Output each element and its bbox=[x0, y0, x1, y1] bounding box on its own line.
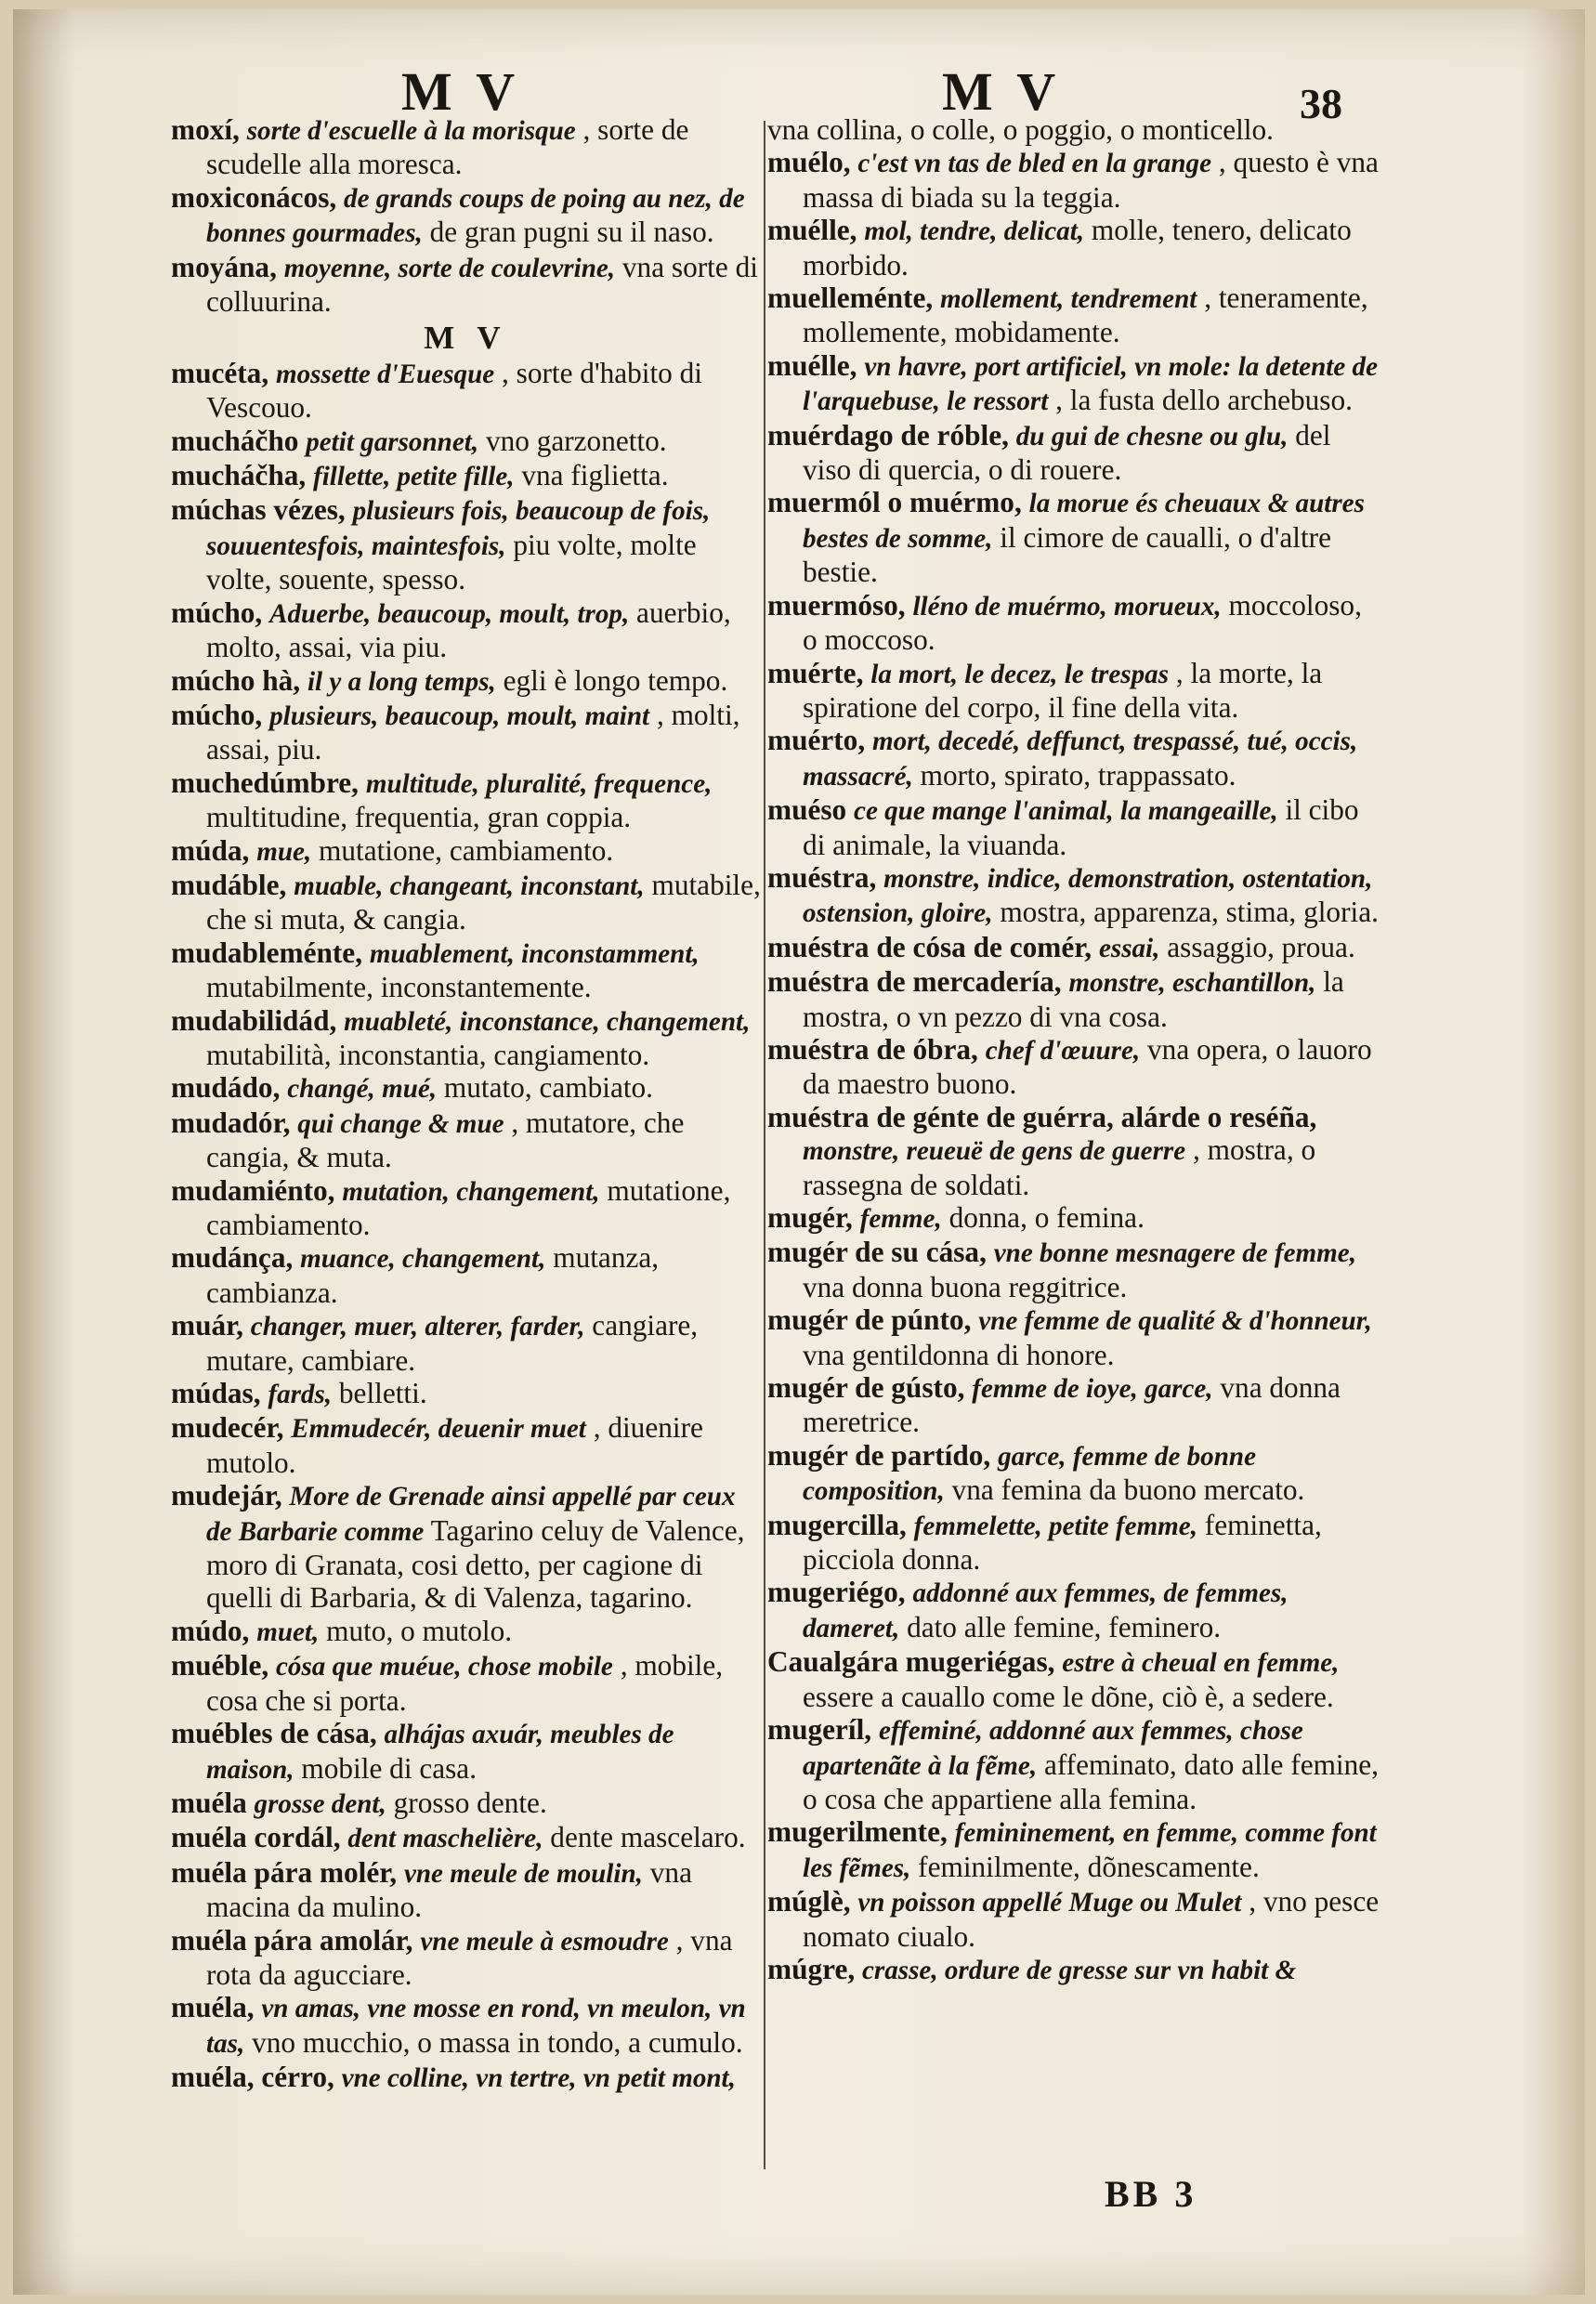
entry-headword: muéla cordál, bbox=[171, 1821, 341, 1854]
entry-italian: , vno pesce nomato ciualo. bbox=[803, 1885, 1380, 1953]
entry-italian: muto, o mutolo. bbox=[326, 1614, 513, 1647]
entry-italian: morto, spirato, trappassato. bbox=[920, 758, 1236, 792]
dictionary-entry bbox=[171, 1004, 761, 1072]
dictionary-entry bbox=[171, 1821, 761, 1855]
entry-french: vn poisson appellé Muge ou Mulet bbox=[857, 1888, 1242, 1918]
dictionary-entry bbox=[171, 1309, 761, 1377]
entry-italian: , vna rota da agucciare. bbox=[206, 1923, 733, 1991]
entry-headword: mudádo, bbox=[171, 1071, 281, 1105]
entry-italian: vno garzonetto. bbox=[485, 424, 667, 457]
entry-italian: , teneramente, mollemente, mobidamente. bbox=[803, 281, 1368, 349]
entry-french: il y a long temps, bbox=[307, 666, 496, 697]
running-head-left: M V bbox=[401, 61, 521, 122]
entry-italian: donna, o femina. bbox=[948, 1201, 1145, 1234]
dictionary-entry bbox=[171, 1377, 761, 1411]
dictionary-entry bbox=[767, 793, 1382, 861]
entry-headword: muérto, bbox=[767, 724, 866, 757]
dictionary-entry bbox=[171, 664, 761, 699]
entry-italian: mutabile, che si muta, & cangia. bbox=[206, 868, 761, 936]
dictionary-entry bbox=[171, 493, 761, 596]
dictionary-entry bbox=[767, 657, 1382, 725]
entry-headword: moyána, bbox=[171, 250, 277, 283]
entry-french: monstre, reueuë de gens de guerre bbox=[803, 1136, 1186, 1167]
entry-headword: muéla, bbox=[171, 1991, 255, 2024]
entry-headword: mudadór, bbox=[171, 1106, 291, 1139]
entry-italian: belletti. bbox=[338, 1377, 427, 1410]
dictionary-entry bbox=[767, 1576, 1382, 1645]
entry-french: la mort, le decez, le trespas bbox=[870, 659, 1170, 689]
entry-headword: múgre, bbox=[767, 1952, 856, 1985]
entry-headword: mudejár, bbox=[171, 1479, 282, 1512]
entry-italian: il cibo di animale, la viuanda. bbox=[803, 793, 1359, 861]
entry-headword: mudamiénto, bbox=[171, 1173, 335, 1207]
entry-headword: mugér de su cása, bbox=[767, 1236, 987, 1269]
entry-headword: múcho, bbox=[171, 596, 263, 629]
entry-french: muablement, inconstamment, bbox=[369, 938, 700, 969]
entry-italian: mostra, apparenza, stima, gloria. bbox=[1000, 896, 1379, 929]
entry-headword: muéla pára amolár, bbox=[171, 1923, 413, 1957]
page-number: 38 bbox=[1300, 80, 1342, 127]
entry-french: vne meule de moulin, bbox=[403, 1858, 643, 1889]
dictionary-entry bbox=[171, 869, 761, 936]
entry-italian: , questo è vna massa di biada su la teggia. bbox=[803, 146, 1379, 214]
entry-italian: Tagarino celuy de Valence, moro di Granata, cosi detto, per cagione di quelli di Barbaria, & di Valenza, tagarino. bbox=[206, 1513, 745, 1615]
entry-headword: muéstra de óbra, bbox=[767, 1032, 978, 1066]
entry-headword: muéble, bbox=[171, 1649, 269, 1682]
entry-french: chef d'œuure, bbox=[985, 1035, 1141, 1066]
entry-headword: muélo, bbox=[767, 146, 851, 179]
entry-italian: feminilmente, dõnescamente. bbox=[918, 1850, 1260, 1883]
signature-mark: BB 3 bbox=[1105, 2173, 1197, 2215]
entry-italian: piu volte, molte volte, souente, spesso. bbox=[206, 528, 697, 596]
entry-headword: muéla, cérro, bbox=[171, 2061, 334, 2094]
entry-headword: muéla bbox=[171, 1786, 247, 1819]
entry-headword: muélle, bbox=[767, 348, 857, 382]
entry-headword: muchedúmbre, bbox=[171, 766, 359, 799]
entry-headword: mucéta, bbox=[171, 356, 269, 389]
dictionary-entry bbox=[171, 251, 761, 319]
entry-italian: mutabilmente, inconstantemente. bbox=[206, 971, 592, 1004]
dictionary-entry bbox=[767, 486, 1382, 588]
entry-headword: múdas, bbox=[171, 1377, 261, 1410]
dictionary-entry bbox=[171, 699, 761, 766]
entry-italian: moccoloso, o moccoso. bbox=[803, 588, 1362, 657]
entry-headword: muár, bbox=[171, 1309, 243, 1342]
entry-italian: vna donna meretrice. bbox=[803, 1371, 1341, 1439]
dictionary-entry bbox=[171, 357, 761, 425]
dictionary-entry bbox=[171, 1106, 761, 1174]
entry-italian: mutato, cambiato. bbox=[443, 1071, 654, 1105]
entry-italian: mutatione, cambiamento. bbox=[206, 1173, 731, 1241]
dictionary-entry bbox=[171, 1615, 761, 1649]
entry-headword: moxí, bbox=[171, 113, 240, 146]
entry-french: changer, muer, alterer, farder, bbox=[250, 1312, 585, 1342]
entry-headword: mugercilla, bbox=[767, 1508, 907, 1541]
entry-french: mol, tendre, delicat, bbox=[864, 216, 1085, 247]
entry-italian: vna donna buona reggitrice. bbox=[803, 1270, 1128, 1303]
dictionary-entry bbox=[171, 834, 761, 869]
entry-headword: muérdago de róble, bbox=[767, 418, 1009, 452]
entry-french: de grands coups de poing au nez, de bonnes gourmades, bbox=[206, 183, 745, 249]
dictionary-entry bbox=[767, 1439, 1382, 1509]
entry-italian: vna femina da buono mercato. bbox=[951, 1473, 1305, 1507]
dictionary-entry bbox=[171, 1071, 761, 1106]
dictionary-entry bbox=[767, 1815, 1382, 1885]
dictionary-entry bbox=[171, 113, 761, 181]
dictionary-entry bbox=[767, 965, 1382, 1033]
entry-italian: assaggio, proua. bbox=[1167, 930, 1355, 963]
dictionary-entry bbox=[767, 861, 1382, 931]
entry-italian: mobile di casa. bbox=[301, 1751, 477, 1785]
entry-french: ce que mange l'animal, la mangeaille, bbox=[854, 796, 1278, 827]
entry-italian: cangiare, mutare, cambiare. bbox=[206, 1309, 699, 1377]
entry-french: plusieurs, beaucoup, moult, maint bbox=[269, 700, 650, 731]
entry-french: la morue és cheuaux & autres bestes de somme, bbox=[803, 489, 1365, 554]
entry-italian: vna sorte di colluurina. bbox=[206, 250, 758, 319]
dictionary-entry bbox=[767, 349, 1382, 419]
entry-headword: múcho, bbox=[171, 698, 263, 731]
entry-headword: muéstra, bbox=[767, 860, 877, 894]
dictionary-entry bbox=[171, 1717, 761, 1787]
entry-italian: la mostra, o vn pezzo di vna cosa. bbox=[803, 965, 1344, 1033]
entry-headword: múda, bbox=[171, 833, 250, 867]
entry-headword: muelleménte, bbox=[767, 281, 934, 315]
entry-headword: muélle, bbox=[767, 214, 857, 247]
entry-headword: mudabilidád, bbox=[171, 1003, 337, 1037]
entry-italian: il cimore de caualli, o d'altre bestie. bbox=[803, 520, 1331, 589]
dictionary-entry bbox=[767, 1953, 1382, 1987]
entry-headword: muébles de cása, bbox=[171, 1717, 377, 1750]
entry-french: c'est vn tas de bled en la grange bbox=[857, 149, 1211, 179]
entry-italian: , la morte, la spiratione del corpo, il fine della vita. bbox=[803, 656, 1323, 724]
dictionary-entry bbox=[171, 1479, 761, 1615]
entry-italian: grosso dente. bbox=[393, 1786, 547, 1819]
dictionary-entry bbox=[171, 425, 761, 459]
entry-headword: moxiconácos, bbox=[171, 180, 337, 214]
entry-italian: egli è longo tempo. bbox=[503, 663, 728, 697]
dictionary-entry bbox=[767, 281, 1382, 349]
dictionary-entry bbox=[767, 1033, 1382, 1101]
dictionary-entry bbox=[767, 931, 1382, 965]
entry-headword: mucháčha, bbox=[171, 459, 307, 492]
section-heading: M V bbox=[424, 320, 508, 357]
entry-french: monstre, indice, demonstration, ostentation, ostension, gloire, bbox=[803, 863, 1373, 929]
entry-headword: mugér de partído, bbox=[767, 1438, 991, 1472]
entry-headword: mudableménte, bbox=[171, 936, 363, 969]
entry-french: vne meule à esmoudre bbox=[420, 1926, 669, 1957]
entry-italian: mutanza, cambianza. bbox=[206, 1241, 660, 1309]
dictionary-entry bbox=[171, 1174, 761, 1242]
entry-headword: muermól o muérmo, bbox=[767, 486, 1022, 519]
entry-headword: mugerilmente, bbox=[767, 1815, 948, 1849]
entry-french: femme de ioye, garce, bbox=[972, 1374, 1213, 1405]
entry-italian: molle, tenero, delicato morbido. bbox=[803, 214, 1352, 281]
entry-headword: mudánça, bbox=[171, 1241, 294, 1275]
entry-french: plusieurs fois, beaucoup de fois, souuentesfois, maintesfois, bbox=[206, 496, 711, 561]
entry-french: cósa que muéue, chose mobile bbox=[276, 1652, 613, 1682]
entry-italian: multitudine, frequentia, gran coppia. bbox=[206, 801, 632, 834]
entry-french: alhájas axuár, meubles de maison, bbox=[206, 1720, 674, 1785]
dictionary-entry bbox=[767, 1236, 1382, 1303]
dictionary-entry bbox=[767, 1885, 1382, 1953]
entry-french: qui change & mue bbox=[297, 1108, 504, 1139]
entry-headword: mugeríl, bbox=[767, 1713, 872, 1747]
entry-french: muet, bbox=[256, 1617, 320, 1647]
dictionary-entry bbox=[171, 1991, 761, 2061]
entry-french: garce, femme de bonne composition, bbox=[803, 1441, 1257, 1507]
entry-french: du gui de chesne ou glu, bbox=[1015, 421, 1289, 452]
entry-french: femmelette, petite femme, bbox=[913, 1511, 1197, 1541]
dictionary-entry bbox=[171, 1787, 761, 1821]
dictionary-entry bbox=[171, 1856, 761, 1924]
dictionary-entry bbox=[767, 1201, 1382, 1236]
entry-french: addonné aux femmes, de femmes, dameret, bbox=[803, 1578, 1289, 1643]
entry-french: mutation, changement, bbox=[342, 1176, 600, 1207]
entry-french: mossette d'Euesque bbox=[275, 359, 495, 389]
entry-french: sorte d'escuelle à la morisque bbox=[246, 116, 576, 146]
entry-headword: Caualgára mugeriégas, bbox=[767, 1645, 1055, 1679]
dictionary-entry bbox=[171, 1411, 761, 1479]
dictionary-entry bbox=[767, 419, 1382, 487]
entry-french: estre à cheual en femme, bbox=[1062, 1648, 1340, 1679]
dictionary-entry bbox=[171, 1649, 761, 1717]
entry-french: Aduerbe, beaucoup, moult, trop, bbox=[269, 598, 630, 629]
dictionary-entry bbox=[767, 1371, 1382, 1439]
entry-french: moyenne, sorte de coulevrine, bbox=[283, 253, 616, 283]
dictionary-entry bbox=[767, 1645, 1382, 1713]
entry-italian: , molti, assai, piu. bbox=[206, 698, 740, 766]
entry-italian: mutatione, cambiamento. bbox=[319, 833, 614, 867]
entry-italian: affeminato, dato alle femine, o cosa che appartiene alla femina. bbox=[803, 1748, 1379, 1815]
entry-french: fards, bbox=[268, 1380, 333, 1410]
entry-french: muable, changeant, inconstant, bbox=[294, 871, 645, 901]
entry-french: lléno de muérmo, morueux, bbox=[912, 591, 1222, 622]
entry-french: changé, mué, bbox=[287, 1074, 438, 1105]
entry-italian: vna gentildonna di honore. bbox=[803, 1338, 1115, 1371]
entry-french: muance, changement, bbox=[300, 1244, 546, 1275]
entry-french: multitude, pluralité, frequence, bbox=[365, 768, 713, 799]
left-column bbox=[171, 113, 761, 2096]
entry-french: vn havre, port artificiel, vn mole: la detente de l'arquebuse, le ressort bbox=[803, 351, 1378, 417]
entry-headword: muéso bbox=[767, 793, 847, 827]
entry-italian: dato alle femine, feminero. bbox=[907, 1610, 1222, 1643]
entry-headword: muéla pára molér, bbox=[171, 1855, 398, 1889]
entry-italian: , mutatore, che cangia, & muta. bbox=[206, 1106, 685, 1174]
right-column bbox=[767, 113, 1382, 1987]
entry-italian: del viso di quercia, o di rouere. bbox=[803, 418, 1331, 487]
entry-headword: mudáble, bbox=[171, 868, 287, 901]
entry-headword: muéstra de génte de guérra, alárde o reséña, bbox=[767, 1100, 1317, 1133]
dictionary-entry bbox=[171, 2061, 761, 2095]
dictionary-entry bbox=[171, 936, 761, 1004]
entry-italian: , la fusta dello archebuso. bbox=[1055, 384, 1353, 417]
entry-french: essai, bbox=[1098, 933, 1160, 963]
entry-french: femininement, en femme, comme font les fẽmes, bbox=[803, 1818, 1377, 1883]
dictionary-entry bbox=[171, 1241, 761, 1309]
entry-headword: mugér de gústo, bbox=[767, 1371, 965, 1405]
entry-italian: , diuenire mutolo. bbox=[206, 1411, 703, 1479]
dictionary-entry bbox=[767, 724, 1382, 793]
entry-french: femme, bbox=[859, 1204, 942, 1234]
entry-italian: , mobile, cosa che si porta. bbox=[206, 1649, 724, 1717]
dictionary-entry bbox=[767, 589, 1382, 657]
entry-french: crasse, ordure de gresse sur vn habit & bbox=[862, 1955, 1297, 1985]
entry-headword: mugér, bbox=[767, 1201, 853, 1234]
dictionary-entry bbox=[767, 113, 1382, 146]
entry-headword: mugeriégo, bbox=[767, 1576, 906, 1609]
entry-italian: vno mucchio, o massa in tondo, a cumulo. bbox=[252, 2025, 743, 2059]
entry-french: vne bonne mesnagere de femme, bbox=[993, 1238, 1356, 1269]
entry-italian: de gran pugni su il naso. bbox=[429, 216, 714, 249]
entry-italian: essere a cauallo come le dõne, ciò è, a sedere. bbox=[803, 1680, 1334, 1713]
entry-headword: múcho hà, bbox=[171, 663, 301, 697]
entry-french: dent maschelière, bbox=[347, 1824, 543, 1854]
dictionary-entry bbox=[171, 766, 761, 834]
entry-italian: vna macina da mulino. bbox=[206, 1855, 692, 1924]
column-divider bbox=[764, 121, 765, 2169]
entry-headword: muéstra de cósa de comér, bbox=[767, 930, 1092, 963]
entry-french: Emmudecér, deuenir muet bbox=[291, 1414, 586, 1445]
entry-french: effeminé, addonné aux femmes, chose apartenãte à la fẽme, bbox=[803, 1716, 1303, 1781]
dictionary-entry bbox=[767, 1509, 1382, 1577]
entry-french: More de Grenade ainsi appellé par ceux de Barbarie comme bbox=[206, 1482, 736, 1547]
dictionary-entry bbox=[767, 1713, 1382, 1815]
dictionary-entry bbox=[171, 1924, 761, 1992]
entry-headword: mudecér, bbox=[171, 1411, 284, 1445]
entry-headword: múglè, bbox=[767, 1885, 851, 1918]
entry-italian: vna collina, o colle, o poggio, o monticello. bbox=[767, 113, 1274, 146]
entry-italian: , sorte de scudelle alla moresca. bbox=[206, 113, 689, 181]
entry-italian: , mostra, o rassegna de soldati. bbox=[803, 1133, 1316, 1201]
entry-headword: múchas vézes, bbox=[171, 493, 346, 527]
entry-italian: dente mascelaro. bbox=[550, 1821, 746, 1854]
entry-italian: vna opera, o lauoro da maestro buono. bbox=[803, 1032, 1372, 1101]
entry-italian: feminetta, picciola donna. bbox=[803, 1508, 1322, 1577]
dictionary-entry bbox=[767, 214, 1382, 281]
entry-french: vne colline, vn tertre, vn petit mont, bbox=[341, 2063, 736, 2094]
entry-headword: muéstra de mercadería, bbox=[767, 965, 1062, 999]
entry-french: muableté, inconstance, changement, bbox=[344, 1006, 751, 1037]
running-head-right: M V bbox=[942, 61, 1062, 122]
dictionary-entry bbox=[171, 459, 761, 493]
entry-italian: , sorte d'habito di Vescouo. bbox=[206, 356, 702, 425]
entry-french: vne femme de qualité & d'honneur, bbox=[978, 1306, 1372, 1337]
entry-headword: mugér de púnto, bbox=[767, 1303, 972, 1337]
entry-french: mue, bbox=[256, 836, 312, 867]
entry-headword: muermóso, bbox=[767, 588, 906, 622]
entry-french: mollement, tendrement bbox=[939, 284, 1197, 315]
entry-headword: múdo, bbox=[171, 1614, 250, 1647]
entry-italian: vna figlietta. bbox=[521, 459, 669, 492]
dictionary-entry bbox=[171, 181, 761, 251]
entry-italian: auerbio, molto, assai, via piu. bbox=[206, 596, 731, 664]
entry-headword: mucháčho bbox=[171, 424, 299, 457]
dictionary-entry bbox=[171, 596, 761, 664]
dictionary-entry bbox=[767, 1101, 1382, 1201]
entry-italian: mutabilità, inconstantia, cangiamento. bbox=[206, 1038, 650, 1071]
entry-french: monstre, eschantillon, bbox=[1068, 968, 1316, 999]
entry-french: grosse dent, bbox=[254, 1788, 386, 1819]
dictionary-entry bbox=[767, 1303, 1382, 1371]
dictionary-page bbox=[13, 9, 1585, 2295]
dictionary-entry bbox=[767, 146, 1382, 214]
entry-french: petit garsonnet, bbox=[306, 426, 479, 457]
entry-french: fillette, petite fille, bbox=[313, 462, 515, 492]
entry-french: vn amas, vne mosse en rond, vn meulon, vn tas, bbox=[206, 1994, 746, 2059]
entry-headword: muérte, bbox=[767, 656, 864, 689]
entry-french: mort, decedé, deffunct, trespassé, tué, occis, massacré, bbox=[803, 727, 1358, 792]
